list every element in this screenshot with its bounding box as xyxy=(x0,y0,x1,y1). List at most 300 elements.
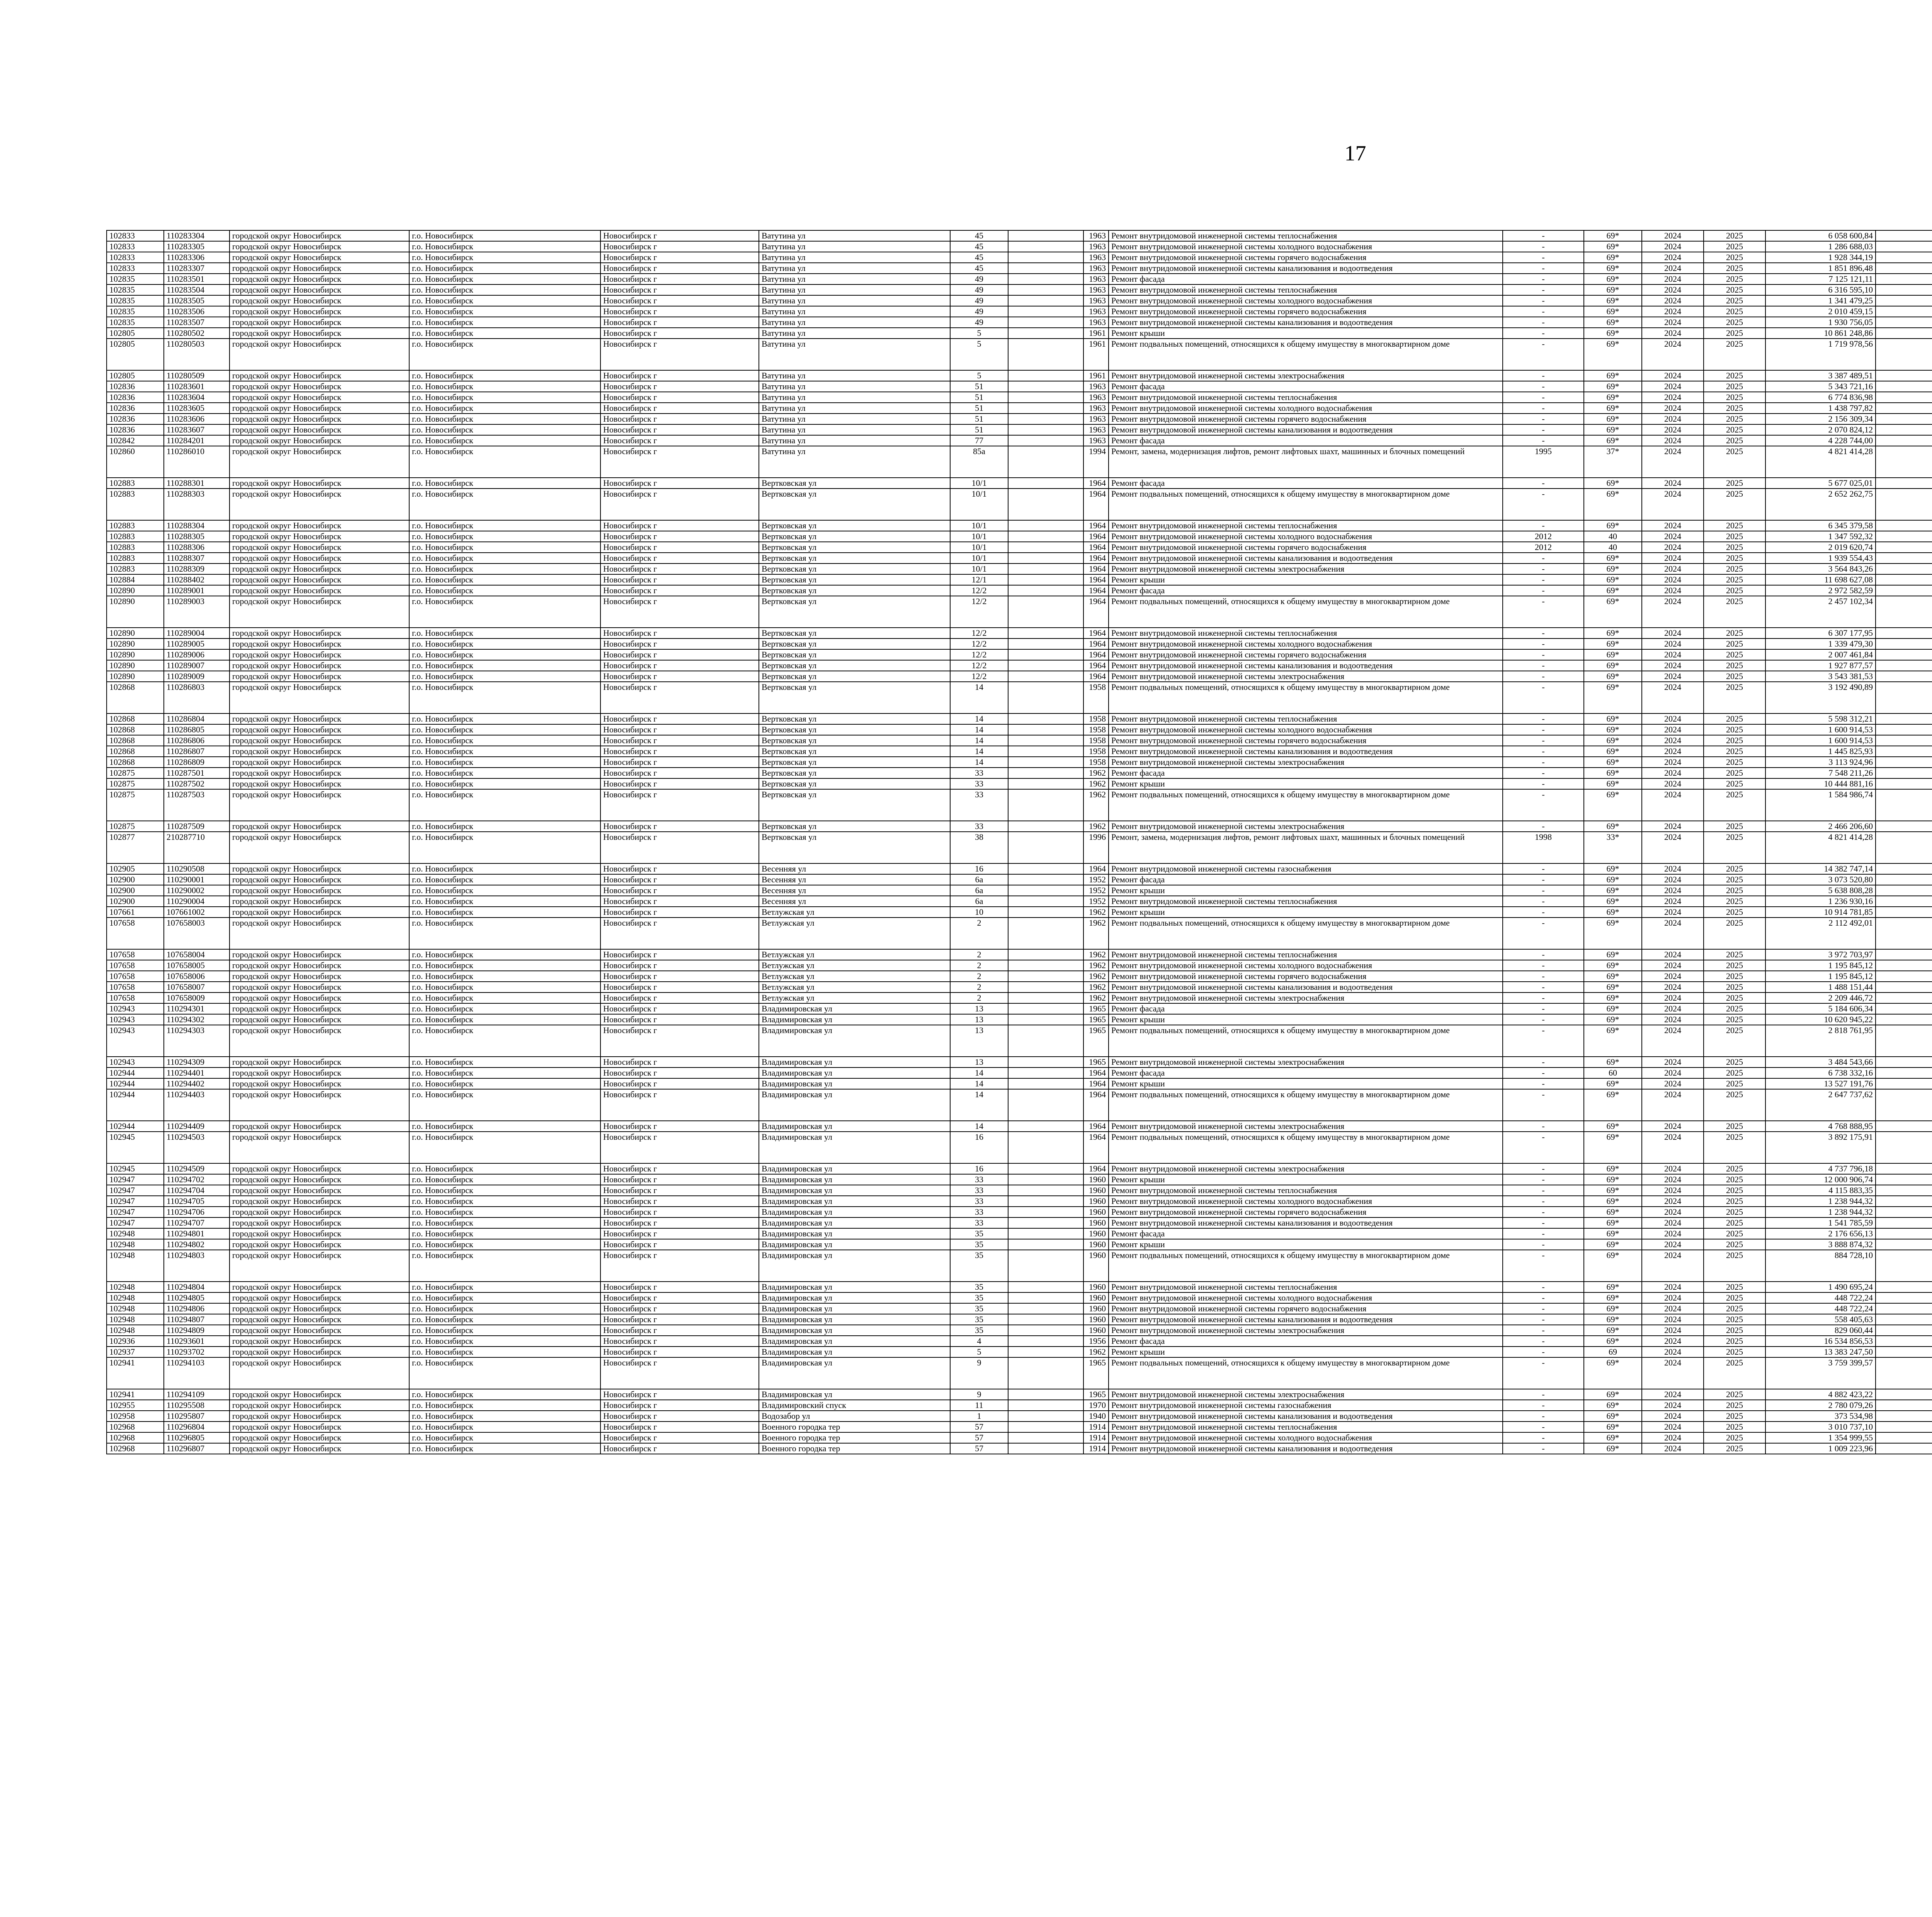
cell-plan-year-start: 2024 xyxy=(1642,1228,1704,1239)
cell-wear-percent: 40 xyxy=(1584,531,1642,542)
cell-total-cost: 3 972 703,97 xyxy=(1765,949,1876,960)
cell-work-type: Ремонт внутридомовой инженерной системы электроснабжения xyxy=(1109,993,1503,1003)
table-row xyxy=(107,392,1932,403)
cell-house-code: 102943 xyxy=(107,1057,164,1067)
cell-settlement: Новосибирск г xyxy=(600,1185,759,1196)
cell-work-code: 110287503 xyxy=(164,789,230,821)
cell-municipal-district: городской округ Новосибирск xyxy=(230,863,409,874)
cell-work-type: Ремонт внутридомовой инженерной системы горячего водоснабжения xyxy=(1109,252,1503,263)
cell-work-code: 110290001 xyxy=(164,874,230,885)
cell-municipal-district: городской округ Новосибирск xyxy=(230,1089,409,1121)
cell-house-code: 102836 xyxy=(107,414,164,424)
cell-plan-year-start: 2024 xyxy=(1642,553,1704,564)
cell-work-type: Ремонт внутридомовой инженерной системы теплоснабжения xyxy=(1109,949,1503,960)
cell-work-type: Ремонт фасада xyxy=(1109,585,1503,596)
cell-wear-percent: 69* xyxy=(1584,1196,1642,1207)
cell-house-code: 102805 xyxy=(107,370,164,381)
cell-municipal-district: городской округ Новосибирск xyxy=(230,489,409,520)
cell-municipal-district: городской округ Новосибирск xyxy=(230,328,409,339)
cell-work-type: Ремонт фасада xyxy=(1109,874,1503,885)
cell-settlement: Новосибирск г xyxy=(600,713,759,724)
cell-building xyxy=(1008,553,1083,564)
cell-settlement: Новосибирск г xyxy=(600,778,759,789)
cell-municipality: г.о. Новосибирск xyxy=(409,1217,600,1228)
cell-total-cost: 1 490 695,24 xyxy=(1765,1282,1876,1292)
cell-plan-year-start: 2024 xyxy=(1642,489,1704,520)
cell-plan-year-start: 2024 xyxy=(1642,1400,1704,1411)
cell-settlement: Новосибирск г xyxy=(600,1163,759,1174)
cell-plan-year-start: 2024 xyxy=(1642,660,1704,671)
cell-building xyxy=(1008,1292,1083,1303)
cell-building xyxy=(1008,896,1083,907)
cell-street: Вертковская ул xyxy=(759,553,950,564)
cell-municipality: г.о. Новосибирск xyxy=(409,982,600,993)
cell-settlement: Новосибирск г xyxy=(600,1003,759,1014)
cell-settlement: Новосибирск г xyxy=(600,1217,759,1228)
cell-house-code: 102890 xyxy=(107,638,164,649)
cell-municipality: г.о. Новосибирск xyxy=(409,317,600,328)
cell-year-built: 1964 xyxy=(1083,638,1109,649)
cell-wear-percent: 69* xyxy=(1584,392,1642,403)
cell-cost-fund xyxy=(1876,1325,1932,1336)
table-row xyxy=(107,1078,1932,1089)
cell-wear-percent: 69* xyxy=(1584,724,1642,735)
cell-house-number: 9 xyxy=(950,1389,1008,1400)
cell-building xyxy=(1008,949,1083,960)
cell-building xyxy=(1008,274,1083,284)
cell-total-cost: 3 543 381,53 xyxy=(1765,671,1876,682)
cell-municipal-district: городской округ Новосибирск xyxy=(230,1239,409,1250)
cell-year-built: 1962 xyxy=(1083,993,1109,1003)
cell-work-type: Ремонт внутридомовой инженерной системы горячего водоснабжения xyxy=(1109,649,1503,660)
cell-total-cost: 3 387 489,51 xyxy=(1765,370,1876,381)
cell-year-built: 1958 xyxy=(1083,757,1109,768)
cell-plan-year-end: 2025 xyxy=(1704,993,1765,1003)
cell-work-code: 110289001 xyxy=(164,585,230,596)
cell-house-code: 102948 xyxy=(107,1314,164,1325)
cell-last-repair-year: - xyxy=(1503,596,1584,628)
cell-plan-year-start: 2024 xyxy=(1642,1067,1704,1078)
cell-cost-fund xyxy=(1876,1292,1932,1303)
cell-settlement: Новосибирск г xyxy=(600,1067,759,1078)
cell-last-repair-year: - xyxy=(1503,649,1584,660)
table-row xyxy=(107,628,1932,638)
cell-cost-fund xyxy=(1876,553,1932,564)
cell-plan-year-end: 2025 xyxy=(1704,821,1765,832)
cell-cost-fund xyxy=(1876,1443,1932,1454)
cell-house-code: 102868 xyxy=(107,713,164,724)
cell-work-type: Ремонт подвальных помещений, относящихся к общему имуществу в многоквартирном доме xyxy=(1109,1025,1503,1057)
cell-year-built: 1964 xyxy=(1083,863,1109,874)
table-row xyxy=(107,370,1932,381)
cell-building xyxy=(1008,328,1083,339)
cell-plan-year-start: 2024 xyxy=(1642,874,1704,885)
cell-house-code: 102943 xyxy=(107,1003,164,1014)
cell-building xyxy=(1008,863,1083,874)
cell-wear-percent: 37* xyxy=(1584,446,1642,478)
cell-total-cost: 4 737 796,18 xyxy=(1765,1163,1876,1174)
cell-plan-year-start: 2024 xyxy=(1642,596,1704,628)
cell-wear-percent: 69* xyxy=(1584,649,1642,660)
cell-municipal-district: городской округ Новосибирск xyxy=(230,1132,409,1163)
table-row xyxy=(107,381,1932,392)
cell-year-built: 1964 xyxy=(1083,649,1109,660)
cell-year-built: 1962 xyxy=(1083,971,1109,982)
cell-settlement: Новосибирск г xyxy=(600,317,759,328)
table-row xyxy=(107,328,1932,339)
cell-last-repair-year: - xyxy=(1503,1217,1584,1228)
cell-plan-year-start: 2024 xyxy=(1642,671,1704,682)
cell-municipal-district: городской округ Новосибирск xyxy=(230,1078,409,1089)
cell-work-type: Ремонт подвальных помещений, относящихся к общему имуществу в многоквартирном доме xyxy=(1109,489,1503,520)
cell-street: Владимировская ул xyxy=(759,1174,950,1185)
cell-year-built: 1952 xyxy=(1083,885,1109,896)
cell-year-built: 1960 xyxy=(1083,1207,1109,1217)
cell-plan-year-start: 2024 xyxy=(1642,863,1704,874)
cell-house-code: 102900 xyxy=(107,885,164,896)
cell-cost-fund xyxy=(1876,1314,1932,1325)
cell-municipal-district: городской округ Новосибирск xyxy=(230,392,409,403)
cell-house-number: 35 xyxy=(950,1314,1008,1325)
cell-house-code: 102948 xyxy=(107,1228,164,1239)
cell-wear-percent: 69* xyxy=(1584,230,1642,241)
cell-house-number: 85а xyxy=(950,446,1008,478)
cell-settlement: Новосибирск г xyxy=(600,628,759,638)
cell-house-number: 9 xyxy=(950,1357,1008,1389)
cell-street: Владимировская ул xyxy=(759,1132,950,1163)
cell-house-code: 107661 xyxy=(107,907,164,918)
cell-year-built: 1963 xyxy=(1083,230,1109,241)
cell-settlement: Новосибирск г xyxy=(600,1057,759,1067)
cell-wear-percent: 69* xyxy=(1584,1185,1642,1196)
cell-plan-year-end: 2025 xyxy=(1704,446,1765,478)
cell-year-built: 1964 xyxy=(1083,1121,1109,1132)
cell-work-type: Ремонт крыши xyxy=(1109,1174,1503,1185)
cell-plan-year-end: 2025 xyxy=(1704,863,1765,874)
cell-cost-fund xyxy=(1876,284,1932,295)
cell-municipality: г.о. Новосибирск xyxy=(409,446,600,478)
cell-last-repair-year: - xyxy=(1503,1207,1584,1217)
cell-municipal-district: городской округ Новосибирск xyxy=(230,949,409,960)
cell-cost-fund xyxy=(1876,230,1932,241)
table-row xyxy=(107,885,1932,896)
cell-municipality: г.о. Новосибирск xyxy=(409,252,600,263)
cell-plan-year-start: 2024 xyxy=(1642,789,1704,821)
cell-plan-year-end: 2025 xyxy=(1704,520,1765,531)
cell-house-code: 102947 xyxy=(107,1196,164,1207)
cell-house-code: 102968 xyxy=(107,1422,164,1432)
cell-work-type: Ремонт крыши xyxy=(1109,907,1503,918)
cell-municipal-district: городской округ Новосибирск xyxy=(230,1067,409,1078)
cell-total-cost: 1 195 845,12 xyxy=(1765,960,1876,971)
cell-street: Ватутина ул xyxy=(759,306,950,317)
cell-plan-year-end: 2025 xyxy=(1704,1025,1765,1057)
table-row xyxy=(107,478,1932,489)
cell-year-built: 1963 xyxy=(1083,414,1109,424)
cell-building xyxy=(1008,585,1083,596)
cell-wear-percent: 69* xyxy=(1584,1422,1642,1432)
cell-house-code: 102833 xyxy=(107,230,164,241)
cell-house-number: 13 xyxy=(950,1057,1008,1067)
cell-work-code: 110294706 xyxy=(164,1207,230,1217)
cell-cost-fund xyxy=(1876,1228,1932,1239)
cell-plan-year-end: 2025 xyxy=(1704,381,1765,392)
cell-total-cost: 6 774 836,98 xyxy=(1765,392,1876,403)
cell-wear-percent: 69* xyxy=(1584,1078,1642,1089)
cell-total-cost: 6 307 177,95 xyxy=(1765,628,1876,638)
cell-wear-percent: 69* xyxy=(1584,1163,1642,1174)
cell-cost-fund xyxy=(1876,671,1932,682)
cell-settlement: Новосибирск г xyxy=(600,885,759,896)
cell-total-cost: 4 821 414,28 xyxy=(1765,446,1876,478)
cell-last-repair-year: - xyxy=(1503,1303,1584,1314)
cell-last-repair-year: - xyxy=(1503,1132,1584,1163)
cell-year-built: 1914 xyxy=(1083,1432,1109,1443)
cell-street: Вертковская ул xyxy=(759,713,950,724)
cell-plan-year-end: 2025 xyxy=(1704,284,1765,295)
cell-year-built: 1962 xyxy=(1083,982,1109,993)
cell-street: Ватутина ул xyxy=(759,381,950,392)
cell-total-cost: 7 548 211,26 xyxy=(1765,768,1876,778)
cell-house-number: 14 xyxy=(950,757,1008,768)
cell-total-cost: 1 851 896,48 xyxy=(1765,263,1876,274)
cell-municipality: г.о. Новосибирск xyxy=(409,295,600,306)
cell-settlement: Новосибирск г xyxy=(600,1121,759,1132)
cell-municipal-district: городской округ Новосибирск xyxy=(230,1185,409,1196)
cell-municipality: г.о. Новосибирск xyxy=(409,671,600,682)
cell-municipal-district: городской округ Новосибирск xyxy=(230,241,409,252)
cell-house-code: 102890 xyxy=(107,649,164,660)
cell-building xyxy=(1008,1314,1083,1325)
cell-wear-percent: 69* xyxy=(1584,284,1642,295)
cell-street: Владимировская ул xyxy=(759,1078,950,1089)
cell-wear-percent: 33* xyxy=(1584,832,1642,863)
cell-building xyxy=(1008,317,1083,328)
cell-settlement: Новосибирск г xyxy=(600,1389,759,1400)
cell-total-cost: 884 728,10 xyxy=(1765,1250,1876,1282)
cell-house-code: 102948 xyxy=(107,1303,164,1314)
cell-work-type: Ремонт внутридомовой инженерной системы горячего водоснабжения xyxy=(1109,1207,1503,1217)
cell-house-number: 35 xyxy=(950,1282,1008,1292)
cell-work-type: Ремонт внутридомовой инженерной системы горячего водоснабжения xyxy=(1109,735,1503,746)
cell-wear-percent: 69* xyxy=(1584,564,1642,574)
cell-plan-year-start: 2024 xyxy=(1642,328,1704,339)
cell-total-cost: 1 341 479,25 xyxy=(1765,295,1876,306)
cell-plan-year-start: 2024 xyxy=(1642,1239,1704,1250)
cell-house-code: 102943 xyxy=(107,1014,164,1025)
cell-total-cost: 3 892 175,91 xyxy=(1765,1132,1876,1163)
cell-total-cost: 1 009 223,96 xyxy=(1765,1443,1876,1454)
table-row xyxy=(107,435,1932,446)
cell-plan-year-end: 2025 xyxy=(1704,682,1765,713)
cell-municipality: г.о. Новосибирск xyxy=(409,832,600,863)
cell-building xyxy=(1008,520,1083,531)
cell-work-code: 110283506 xyxy=(164,306,230,317)
cell-last-repair-year: - xyxy=(1503,982,1584,993)
cell-last-repair-year: - xyxy=(1503,574,1584,585)
cell-building xyxy=(1008,628,1083,638)
cell-municipal-district: городской округ Новосибирск xyxy=(230,596,409,628)
cell-work-code: 210287710 xyxy=(164,832,230,863)
cell-work-code: 110293702 xyxy=(164,1347,230,1357)
cell-wear-percent: 69* xyxy=(1584,1207,1642,1217)
cell-house-number: 14 xyxy=(950,682,1008,713)
cell-house-number: 10/1 xyxy=(950,489,1008,520)
cell-house-code: 102868 xyxy=(107,746,164,757)
cell-municipality: г.о. Новосибирск xyxy=(409,1067,600,1078)
cell-total-cost: 3 010 737,10 xyxy=(1765,1422,1876,1432)
cell-cost-fund xyxy=(1876,435,1932,446)
cell-house-number: 49 xyxy=(950,317,1008,328)
cell-plan-year-start: 2024 xyxy=(1642,317,1704,328)
cell-municipality: г.о. Новосибирск xyxy=(409,885,600,896)
cell-settlement: Новосибирск г xyxy=(600,907,759,918)
cell-municipal-district: городской округ Новосибирск xyxy=(230,1057,409,1067)
cell-street: Владимировская ул xyxy=(759,1347,950,1357)
cell-street: Владимировская ул xyxy=(759,1014,950,1025)
cell-street: Владимировская ул xyxy=(759,1089,950,1121)
cell-cost-fund xyxy=(1876,1217,1932,1228)
cell-municipality: г.о. Новосибирск xyxy=(409,638,600,649)
cell-settlement: Новосибирск г xyxy=(600,435,759,446)
cell-plan-year-start: 2024 xyxy=(1642,907,1704,918)
cell-year-built: 1962 xyxy=(1083,907,1109,918)
cell-street: Ватутина ул xyxy=(759,295,950,306)
cell-settlement: Новосибирск г xyxy=(600,1422,759,1432)
cell-house-code: 102900 xyxy=(107,874,164,885)
cell-street: Вертковская ул xyxy=(759,478,950,489)
table-row xyxy=(107,596,1932,628)
cell-cost-fund xyxy=(1876,339,1932,370)
cell-work-type: Ремонт подвальных помещений, относящихся к общему имуществу в многоквартирном доме xyxy=(1109,339,1503,370)
cell-work-type: Ремонт подвальных помещений, относящихся к общему имуществу в многоквартирном доме xyxy=(1109,682,1503,713)
cell-last-repair-year: - xyxy=(1503,863,1584,874)
cell-wear-percent: 69* xyxy=(1584,424,1642,435)
cell-work-code: 110294503 xyxy=(164,1132,230,1163)
cell-year-built: 1963 xyxy=(1083,381,1109,392)
cell-work-code: 110294809 xyxy=(164,1325,230,1336)
cell-settlement: Новосибирск г xyxy=(600,638,759,649)
cell-last-repair-year: - xyxy=(1503,1443,1584,1454)
cell-municipality: г.о. Новосибирск xyxy=(409,874,600,885)
cell-work-type: Ремонт внутридомовой инженерной системы электроснабжения xyxy=(1109,757,1503,768)
cell-settlement: Новосибирск г xyxy=(600,284,759,295)
table-row xyxy=(107,724,1932,735)
cell-house-code: 102941 xyxy=(107,1389,164,1400)
cell-work-type: Ремонт внутридомовой инженерной системы канализования и водоотведения xyxy=(1109,317,1503,328)
cell-wear-percent: 69* xyxy=(1584,1239,1642,1250)
cell-house-code: 102945 xyxy=(107,1132,164,1163)
cell-house-code: 102835 xyxy=(107,274,164,284)
cell-wear-percent: 69* xyxy=(1584,757,1642,768)
cell-street: Вертковская ул xyxy=(759,628,950,638)
cell-house-code: 107658 xyxy=(107,993,164,1003)
cell-municipality: г.о. Новосибирск xyxy=(409,1443,600,1454)
cell-municipal-district: городской округ Новосибирск xyxy=(230,682,409,713)
cell-year-built: 1962 xyxy=(1083,778,1109,789)
cell-cost-fund xyxy=(1876,982,1932,993)
cell-street: Владимировская ул xyxy=(759,1003,950,1014)
cell-house-number: 14 xyxy=(950,1089,1008,1121)
cell-municipality: г.о. Новосибирск xyxy=(409,789,600,821)
cell-street: Ветлужская ул xyxy=(759,918,950,949)
cell-wear-percent: 69* xyxy=(1584,1292,1642,1303)
cell-last-repair-year: - xyxy=(1503,435,1584,446)
cell-cost-fund xyxy=(1876,1239,1932,1250)
table-row xyxy=(107,284,1932,295)
cell-municipal-district: городской округ Новосибирск xyxy=(230,446,409,478)
cell-last-repair-year: - xyxy=(1503,1239,1584,1250)
cell-municipal-district: городской округ Новосибирск xyxy=(230,638,409,649)
cell-total-cost: 1 584 986,74 xyxy=(1765,789,1876,821)
cell-wear-percent: 69* xyxy=(1584,735,1642,746)
cell-municipality: г.о. Новосибирск xyxy=(409,478,600,489)
cell-work-type: Ремонт крыши xyxy=(1109,328,1503,339)
cell-municipal-district: городской округ Новосибирск xyxy=(230,564,409,574)
cell-cost-fund xyxy=(1876,574,1932,585)
cell-house-code: 102833 xyxy=(107,263,164,274)
cell-building xyxy=(1008,671,1083,682)
cell-house-code: 102836 xyxy=(107,403,164,414)
cell-work-code: 110294806 xyxy=(164,1303,230,1314)
table-row xyxy=(107,971,1932,982)
cell-total-cost: 1 600 914,53 xyxy=(1765,724,1876,735)
cell-street: Ватутина ул xyxy=(759,339,950,370)
cell-work-type: Ремонт внутридомовой инженерной системы теплоснабжения xyxy=(1109,713,1503,724)
cell-street: Ватутина ул xyxy=(759,317,950,328)
cell-work-code: 110296805 xyxy=(164,1432,230,1443)
cell-total-cost: 2 112 492,01 xyxy=(1765,918,1876,949)
cell-work-type: Ремонт внутридомовой инженерной системы холодного водоснабжения xyxy=(1109,724,1503,735)
table-row xyxy=(107,896,1932,907)
cell-last-repair-year: - xyxy=(1503,778,1584,789)
cell-cost-fund xyxy=(1876,489,1932,520)
cell-year-built: 1952 xyxy=(1083,874,1109,885)
table-row xyxy=(107,907,1932,918)
cell-last-repair-year: - xyxy=(1503,949,1584,960)
cell-street: Вертковская ул xyxy=(759,757,950,768)
cell-street: Владимировская ул xyxy=(759,1228,950,1239)
cell-settlement: Новосибирск г xyxy=(600,863,759,874)
cell-house-number: 45 xyxy=(950,252,1008,263)
cell-wear-percent: 69* xyxy=(1584,982,1642,993)
cell-house-number: 35 xyxy=(950,1250,1008,1282)
cell-cost-fund xyxy=(1876,649,1932,660)
cell-work-type: Ремонт подвальных помещений, относящихся к общему имуществу в многоквартирном доме xyxy=(1109,789,1503,821)
cell-last-repair-year: - xyxy=(1503,241,1584,252)
cell-municipal-district: городской округ Новосибирск xyxy=(230,414,409,424)
cell-house-number: 49 xyxy=(950,295,1008,306)
cell-cost-fund xyxy=(1876,478,1932,489)
cell-house-number: 10/1 xyxy=(950,478,1008,489)
cell-municipality: г.о. Новосибирск xyxy=(409,284,600,295)
cell-work-code: 110294803 xyxy=(164,1250,230,1282)
cell-cost-fund xyxy=(1876,1207,1932,1217)
table-row xyxy=(107,832,1932,863)
cell-last-repair-year: - xyxy=(1503,1089,1584,1121)
cell-building xyxy=(1008,263,1083,274)
cell-plan-year-start: 2024 xyxy=(1642,585,1704,596)
cell-municipality: г.о. Новосибирск xyxy=(409,1325,600,1336)
cell-work-type: Ремонт крыши xyxy=(1109,885,1503,896)
cell-street: Вертковская ул xyxy=(759,660,950,671)
cell-year-built: 1964 xyxy=(1083,671,1109,682)
cell-wear-percent: 69* xyxy=(1584,1432,1642,1443)
cell-cost-fund xyxy=(1876,746,1932,757)
cell-house-number: 57 xyxy=(950,1422,1008,1432)
cell-municipal-district: городской округ Новосибирск xyxy=(230,424,409,435)
cell-wear-percent: 69* xyxy=(1584,1314,1642,1325)
